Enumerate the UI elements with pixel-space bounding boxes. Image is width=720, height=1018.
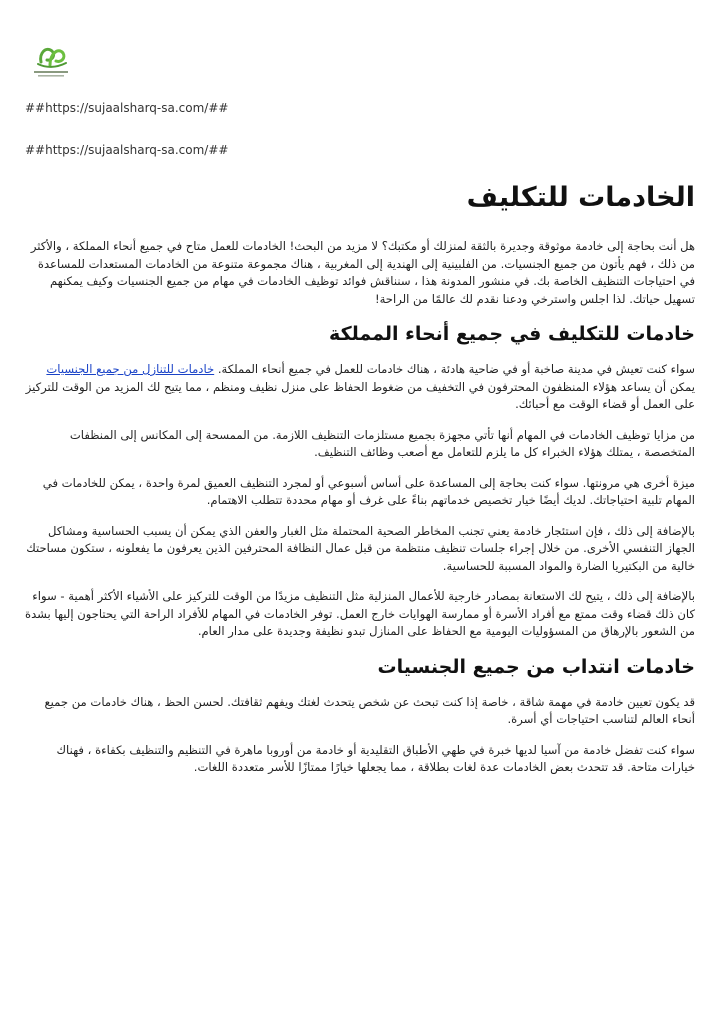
intro-paragraph: هل أنت بحاجة إلى خادمة موثوقة وجديرة بالثقة لمنزلك أو مكتبك؟ لا مزيد من البحث! الخادمات للعمل متاح في جميع أنحاء المملكة ، والأكثر من ذلك ، فهم يأتون من جميع الجنسيات. من الفلبينية إلى الهندية إلى المغربية ، هناك مجموعة متنوعة من الخادمات المستعدات للمساعدة في احتياجات التنظيف الخاصة بك. في منشور المدونة هذا ، سنناقش فوائد توظيف الخادمات في مهام من جميع الجنسيات وكيف يمكنهم تسهيل حياتك. لذا اجلس واسترخي ودعنا نقدم لك عالمًا من الراحة! bbox=[30, 239, 695, 306]
paragraph: ميزة أخرى هي مرونتها. سواء كنت بحاجة إلى المساعدة على أساس أسبوعي أو لمجرد التنظيف العميق لمرة واحدة ، يمكن للخادمات في المهام تلبية احتياجاتك. لديك أيضًا خيار تخصيص خدماتهم بناءً على غرف أو مهام محددة تتطلب الاهتمام. bbox=[42, 475, 695, 507]
paragraph: بالإضافة إلى ذلك ، يتيح لك الاستعانة بمصادر خارجية للأعمال المنزلية مثل التنظيف مزيدًا من الوقت للتركيز على الأشياء الأكثر أهمية - سواء كان ذلك قضاء وقت ممتع مع أفراد الأسرة أو ممارسة الهوايات خارج العمل. توفر الخادمات في المهام للأفراد الراحة التي يحتاجون إليها بشدة من الشعور بالإرهاق من المسؤوليات اليومية مع الحفاظ على المنازل تبدو نظيفة وجديدة على مدار العام. bbox=[25, 589, 695, 638]
paragraph-text: سواء كنت تعيش في مدينة صاخبة أو في ضاحية هادئة ، هناك خادمات للعمل في جميع أنحاء المملكة. bbox=[214, 362, 695, 376]
paragraph bbox=[25, 361, 695, 414]
site-logo bbox=[26, 38, 76, 82]
paragraph: قد يكون تعيين خادمة في مهمة شاقة ، خاصة إذا كنت تبحث عن شخص يتحدث لغتك ويفهم ثقافتك. لحسن الحظ ، هناك خادمات من جميع أنحاء العالم لتناسب احتياجات أي أسرة. bbox=[44, 694, 695, 726]
section-heading: خادمات انتداب من جميع الجنسيات bbox=[377, 655, 695, 678]
site-url: ##https://sujaalsharq-sa.com/## bbox=[25, 101, 229, 115]
paragraph-text: يمكن أن يساعد هؤلاء المنظفون المحترفون في التخفيف من ضغوط الحفاظ على منزل نظيف ومنظم ، مما يتيح لك المزيد من الوقت للتركيز على العمل أو قضاء الوقت مع أحبائك. bbox=[25, 379, 695, 411]
paragraph: بالإضافة إلى ذلك ، فإن استئجار خادمة يعني تجنب المخاطر الصحية المحتملة مثل الغبار والعفن الذي يمكن أن يسبب الحساسية ومشاكل الجهاز التنفسي الأخرى. من خلال إجراء جلسات تنظيف منتظمة من قبل عمال النظافة المحترفين الذين يعرفون ما يفعلونه ، ستكون مساحتك خالية من البكتيريا الضارة والمواد المسببة للحساسية. bbox=[26, 523, 695, 573]
logo-mark-icon bbox=[26, 38, 76, 82]
article-title: الخادمات للتكليف bbox=[466, 182, 695, 213]
site-url: ##https://sujaalsharq-sa.com/## bbox=[25, 143, 229, 157]
paragraph: سواء كنت تفضل خادمة من آسيا لديها خبرة في طهي الأطباق التقليدية أو خادمة من أوروبا ماهرة في التنظيم والتنظيف بكفاءة ، فهناك خيارات متاحة. قد تتحدث بعض الخادمات عدة لغات بطلاقة ، مما يجعلها خيارًا ممتازًا للأسر متعددة اللغات. bbox=[56, 742, 695, 774]
section-heading: خادمات للتكليف في جميع أنحاء المملكة bbox=[329, 323, 695, 345]
article bbox=[25, 180, 695, 790]
nationalities-link[interactable]: خادمات للتنازل من جميع الجنسيات bbox=[46, 362, 215, 376]
paragraph: من مزايا توظيف الخادمات في المهام أنها تأتي مجهزة بجميع مستلزمات التنظيف اللازمة. من الممسحة إلى المكانس إلى المنظفات المتخصصة ، يمتلك هؤلاء الخبراء كل ما يلزم للتعامل مع أصعب وظائف التنظيف. bbox=[69, 427, 695, 459]
